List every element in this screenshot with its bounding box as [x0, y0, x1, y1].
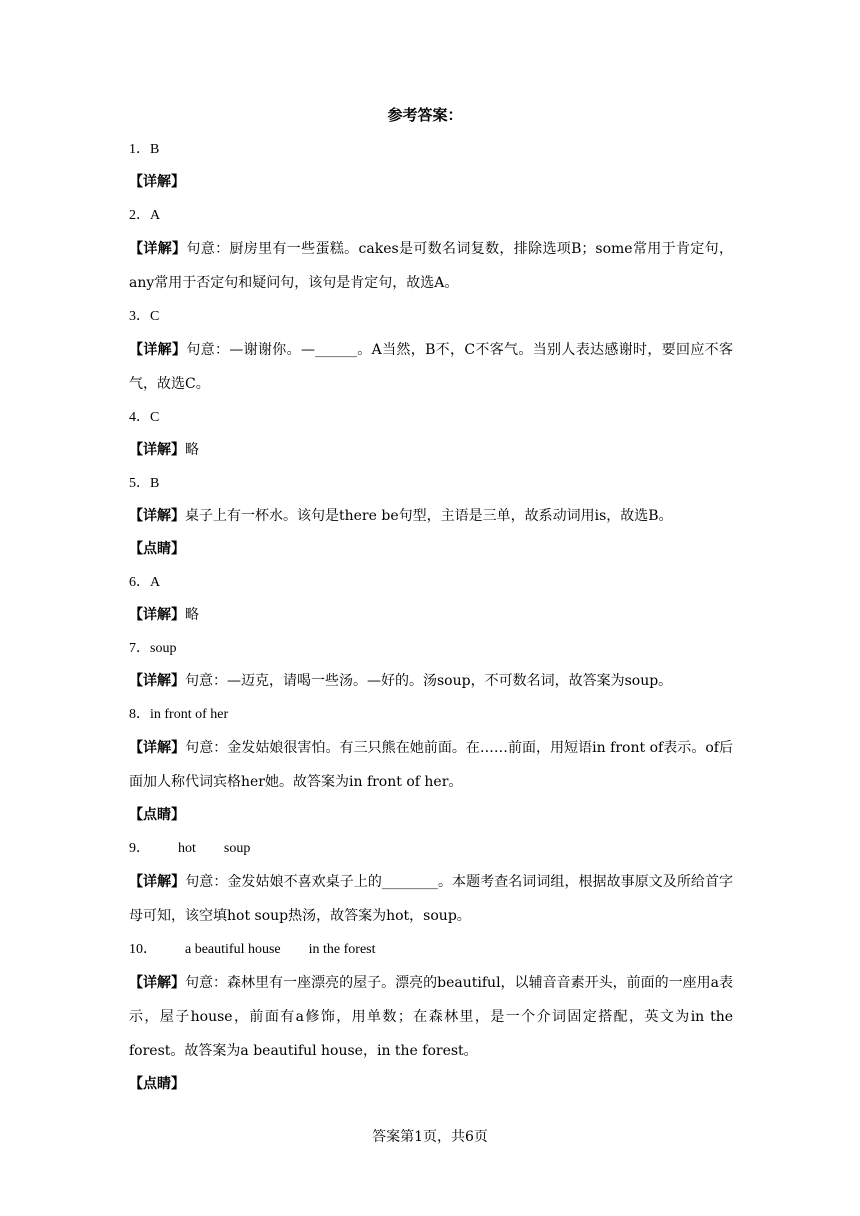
- detail-1: [129, 166, 733, 199]
- detail-text: 句意：森林里有一座漂亮的屋子。漂亮的beautiful，以辅音音素开头，前面的一座用a表示，屋子house，前面有a修饰，用单数；在森林里，是一个介词固定搭配，英文为in the forest。故答案为a beautiful house，in the forest。: [129, 975, 734, 1059]
- answer-4: 4．C: [129, 410, 160, 425]
- detail-label: 【详解】: [129, 607, 185, 623]
- detail-text: 句意：厨房里有一些蛋糕。cakes是可数名词复数，排除选项B；some常用于肯定句，any常用于否定句和疑问句，该句是肯定句，故选A。: [129, 241, 734, 291]
- detail-text: 句意：—谢谢你。—______。A当然，B不，C不客气。当别人表达感谢时，要回应不客气，故选C。: [129, 342, 734, 392]
- answer-10: 10． a beautiful house in the forest: [129, 942, 376, 957]
- point-8: [129, 799, 733, 832]
- answer-6: 6．A: [129, 575, 161, 590]
- answer-2: 2．A: [129, 208, 161, 223]
- detail-label: 【详解】: [129, 975, 186, 991]
- detail-text: 句意：金发姑娘不喜欢桌子上的________。本题考查名词词组，根据故事原文及所给首字母可知，该空填hot soup热汤，故答案为hot，soup。: [129, 874, 734, 924]
- detail-text: 句意：金发姑娘很害怕。有三只熊在她前面。在……前面，用短语in front of表示。of后面加人称代词宾格her她。故答案为in front of her。: [129, 740, 734, 790]
- detail-8: [129, 731, 733, 799]
- detail-label: 【详解】: [129, 740, 186, 756]
- answer-3: 3．C: [129, 309, 160, 324]
- point-10: [129, 1068, 733, 1101]
- detail-3: [129, 333, 733, 401]
- answer-9: 9． hot soup: [129, 841, 251, 856]
- answer-1: 1．B: [129, 142, 160, 157]
- answer-8: 8．in front of her: [129, 707, 229, 722]
- detail-6: [129, 599, 733, 632]
- detail-9: [129, 865, 733, 933]
- detail-label: 【详解】: [129, 508, 185, 524]
- detail-10: [129, 966, 733, 1068]
- detail-label: 【详解】: [129, 673, 185, 689]
- point-5: [129, 533, 733, 566]
- detail-label: 【详解】: [129, 174, 185, 190]
- detail-text: 略: [185, 607, 199, 623]
- answer-5: 5．B: [129, 476, 160, 491]
- point-label: 【点睛】: [129, 541, 185, 557]
- detail-label: 【详解】: [129, 442, 185, 458]
- detail-4: [129, 434, 733, 467]
- detail-7: [129, 665, 733, 698]
- point-label: 【点睛】: [129, 807, 185, 823]
- page-footer: 答案第1页，共6页: [372, 1129, 488, 1145]
- answer-7: 7．soup: [129, 641, 177, 656]
- point-label: 【点睛】: [129, 1076, 185, 1092]
- detail-text: 句意：—迈克，请喝一些汤。—好的。汤soup，不可数名词，故答案为soup。: [185, 673, 673, 689]
- answer-list: [129, 133, 733, 1101]
- detail-5: [129, 500, 733, 533]
- detail-text: 桌子上有一杯水。该句是there be句型，主语是三单，故系动词用is，故选B。: [185, 508, 673, 524]
- page-title: 参考答案：: [387, 106, 463, 124]
- detail-label: 【详解】: [129, 342, 187, 358]
- detail-2: [129, 232, 733, 300]
- detail-label: 【详解】: [129, 241, 187, 257]
- detail-label: 【详解】: [129, 874, 186, 890]
- detail-text: 略: [185, 442, 199, 458]
